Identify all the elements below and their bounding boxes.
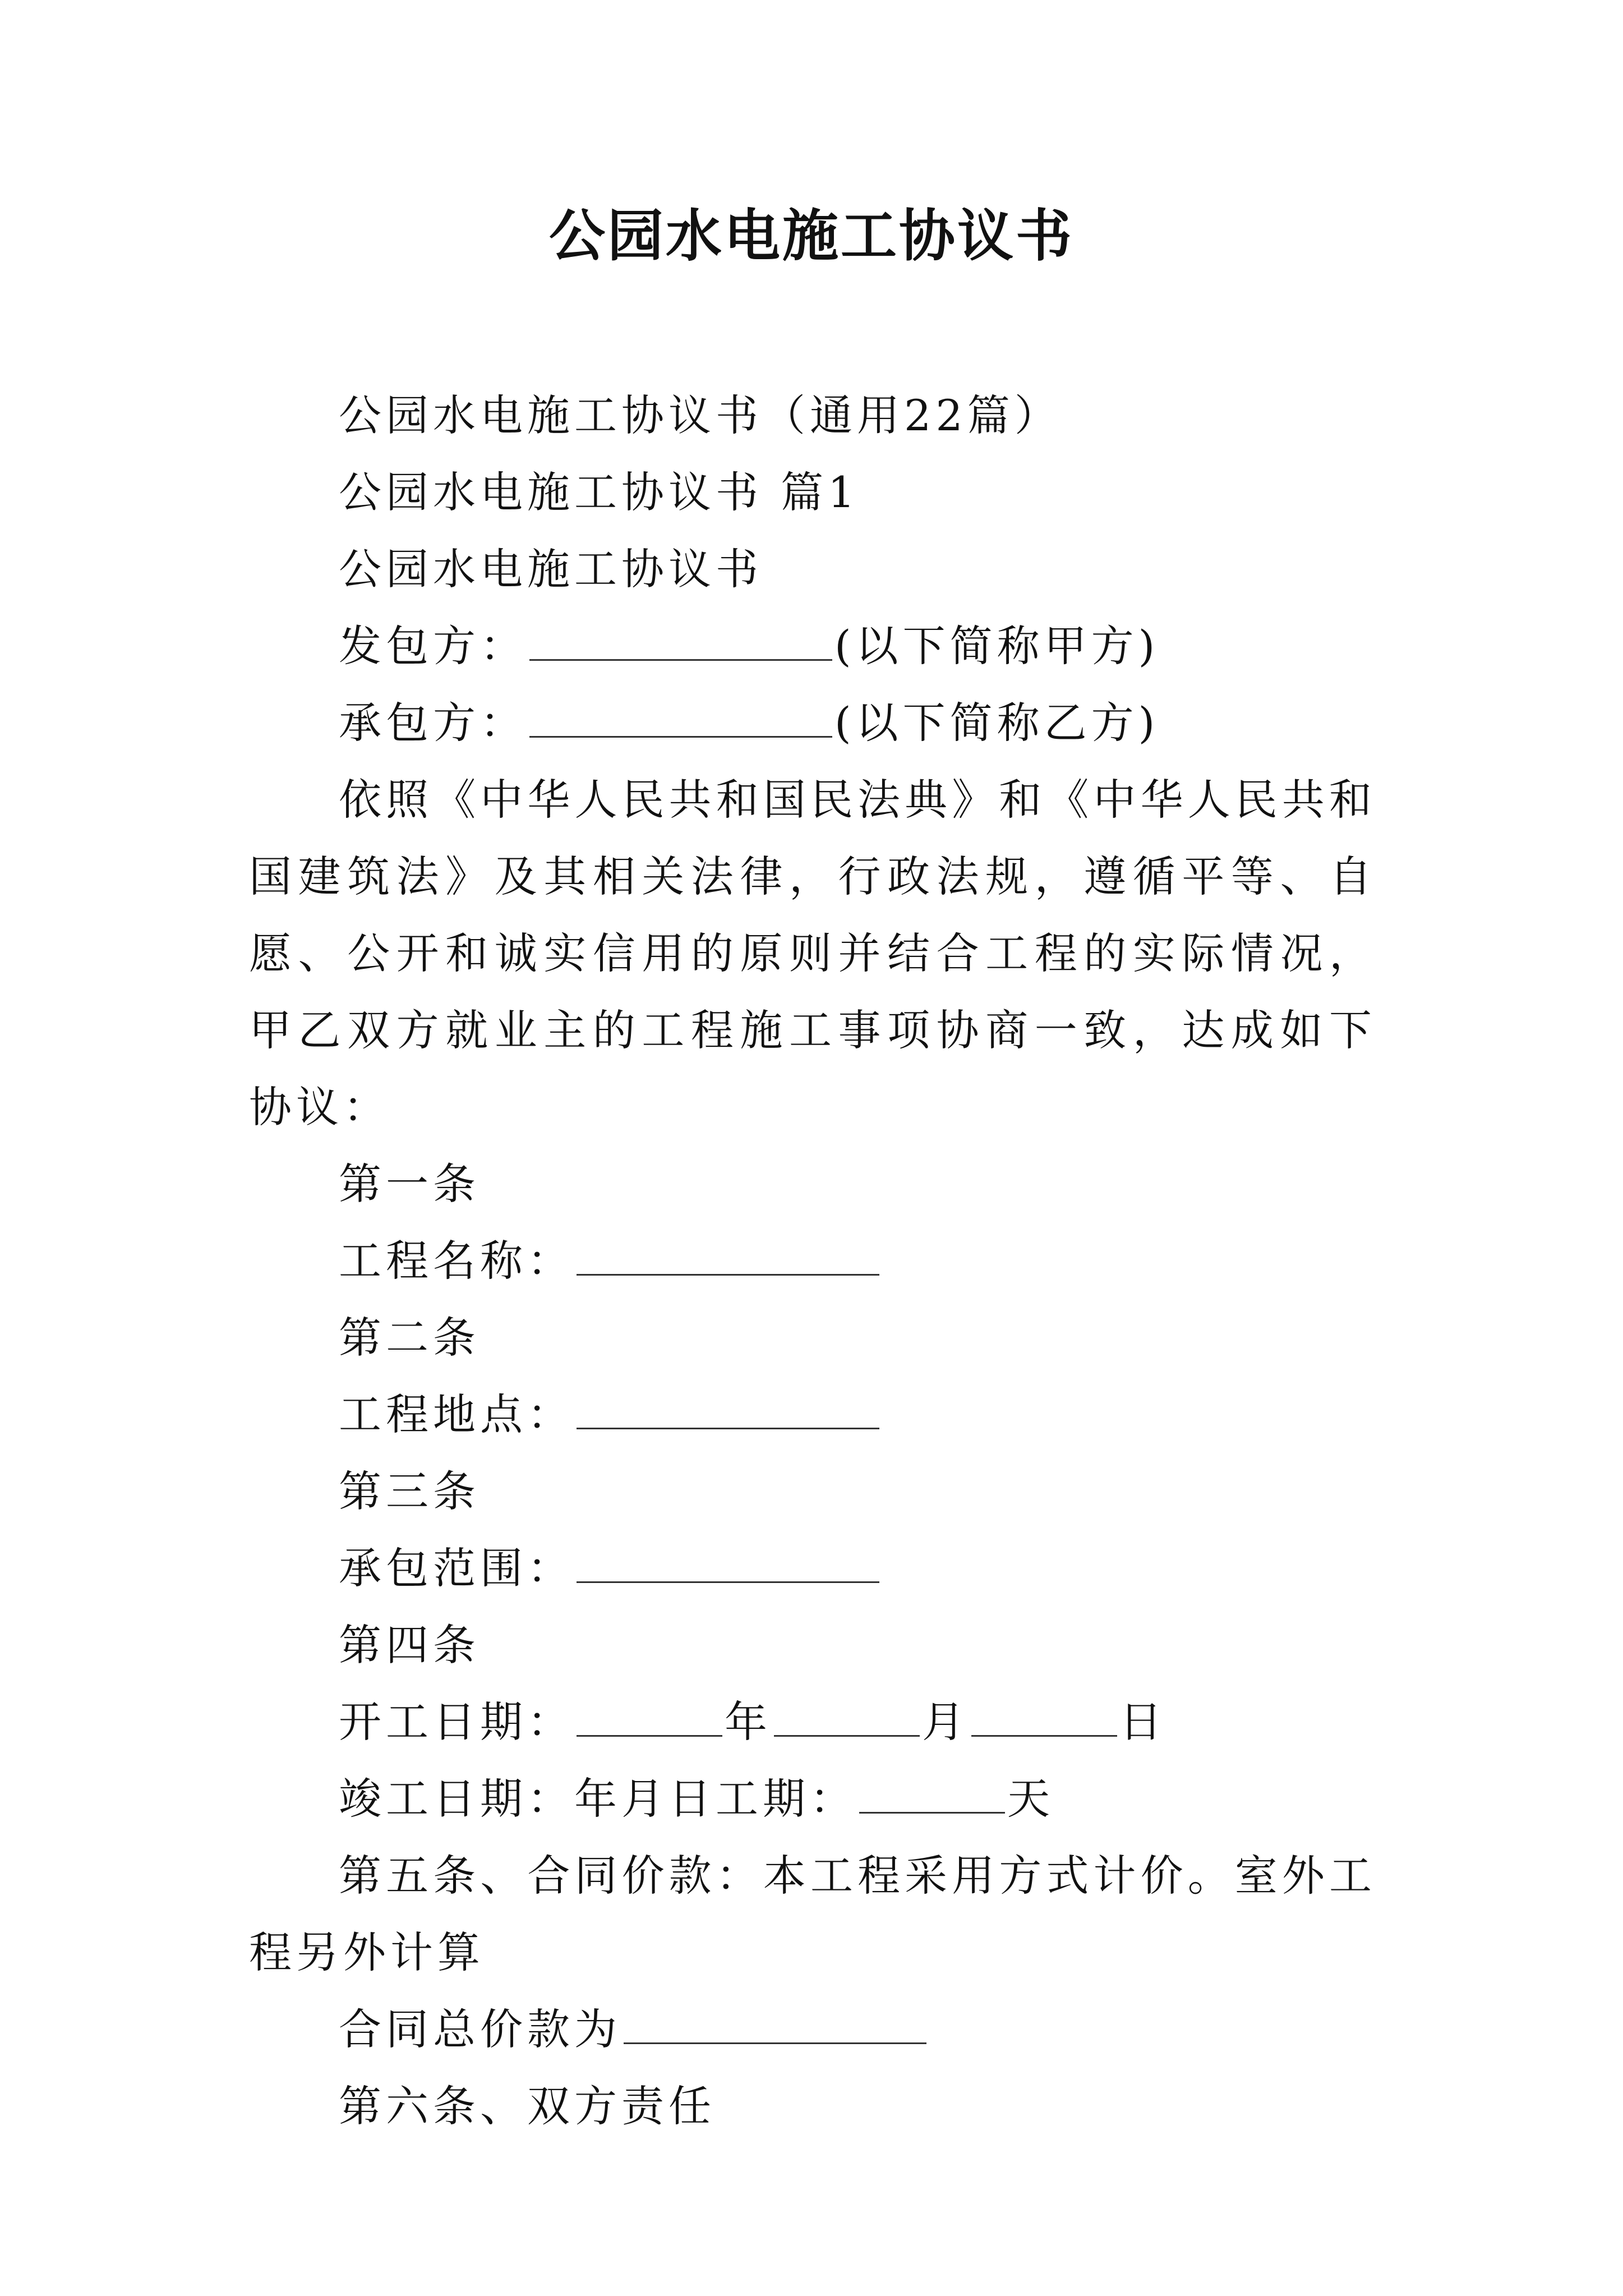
article-6: 第六条、双方责任 <box>339 2081 716 2131</box>
contractor-line <box>249 684 1376 761</box>
scope-blank <box>577 1541 879 1583</box>
contractor-blank <box>529 696 832 738</box>
employer-suffix: (以下简称甲方) <box>834 621 1160 671</box>
contractor-suffix: (以下简称乙方) <box>834 698 1160 748</box>
article-2: 第二条 <box>339 1313 480 1363</box>
employer-line <box>249 608 1376 684</box>
duration-blank <box>859 1772 1005 1814</box>
year-text: 年 <box>725 1697 772 1747</box>
scope-line <box>249 1530 1376 1607</box>
project-site-label: 工程地点： <box>339 1389 574 1439</box>
article-3: 第三条 <box>339 1466 480 1516</box>
day-text: 日 <box>1119 1697 1166 1747</box>
days-unit: 天 <box>1007 1774 1054 1824</box>
employer-blank <box>529 619 832 661</box>
document-title: 公园水电施工协议书 <box>549 203 1074 269</box>
project-site-blank <box>577 1387 879 1429</box>
scope-label: 承包范围： <box>339 1543 574 1593</box>
intro-paragraph: 依照《中华人民共和国民法典》和《中华人民共和国建筑法》及其相关法律，行政法规，遵循平等、自愿、公开和诚实信用的原则并结合工程的实际情况，甲乙双方就业主的工程施工事项协商一致，达成如下协议： <box>249 775 1376 1132</box>
total-price-blank <box>624 2002 926 2044</box>
year-blank <box>577 1695 722 1737</box>
total-price-line <box>249 1991 1376 2068</box>
month-text: 月 <box>922 1697 969 1747</box>
total-price-label: 合同总价款为 <box>339 2004 621 2054</box>
start-date-label: 开工日期： <box>339 1697 574 1747</box>
start-date-line <box>249 1683 1376 1760</box>
project-name-blank <box>577 1234 879 1276</box>
subtitle-line: 公园水电施工协议书（通用22篇） <box>339 390 1062 440</box>
project-name-label: 工程名称： <box>339 1236 574 1286</box>
article-4: 第四条 <box>339 1620 480 1670</box>
article-1: 第一条 <box>339 1159 480 1209</box>
article-5: 第五条、合同价款：本工程采用方式计价。室外工程另外计算 <box>249 1851 1376 1977</box>
section-heading: 公园水电施工协议书 篇1 <box>339 467 860 517</box>
project-name-line <box>249 1222 1376 1299</box>
finish-label: 竣工日期：年月日工期： <box>339 1774 857 1824</box>
agreement-heading: 公园水电施工协议书 <box>339 544 763 594</box>
document-body <box>249 377 1376 2145</box>
month-blank <box>774 1695 920 1737</box>
finish-date-line <box>249 1760 1376 1837</box>
day-blank <box>971 1695 1117 1737</box>
project-site-line <box>249 1376 1376 1453</box>
employer-label: 发包方： <box>339 621 527 671</box>
contractor-label: 承包方： <box>339 698 527 748</box>
